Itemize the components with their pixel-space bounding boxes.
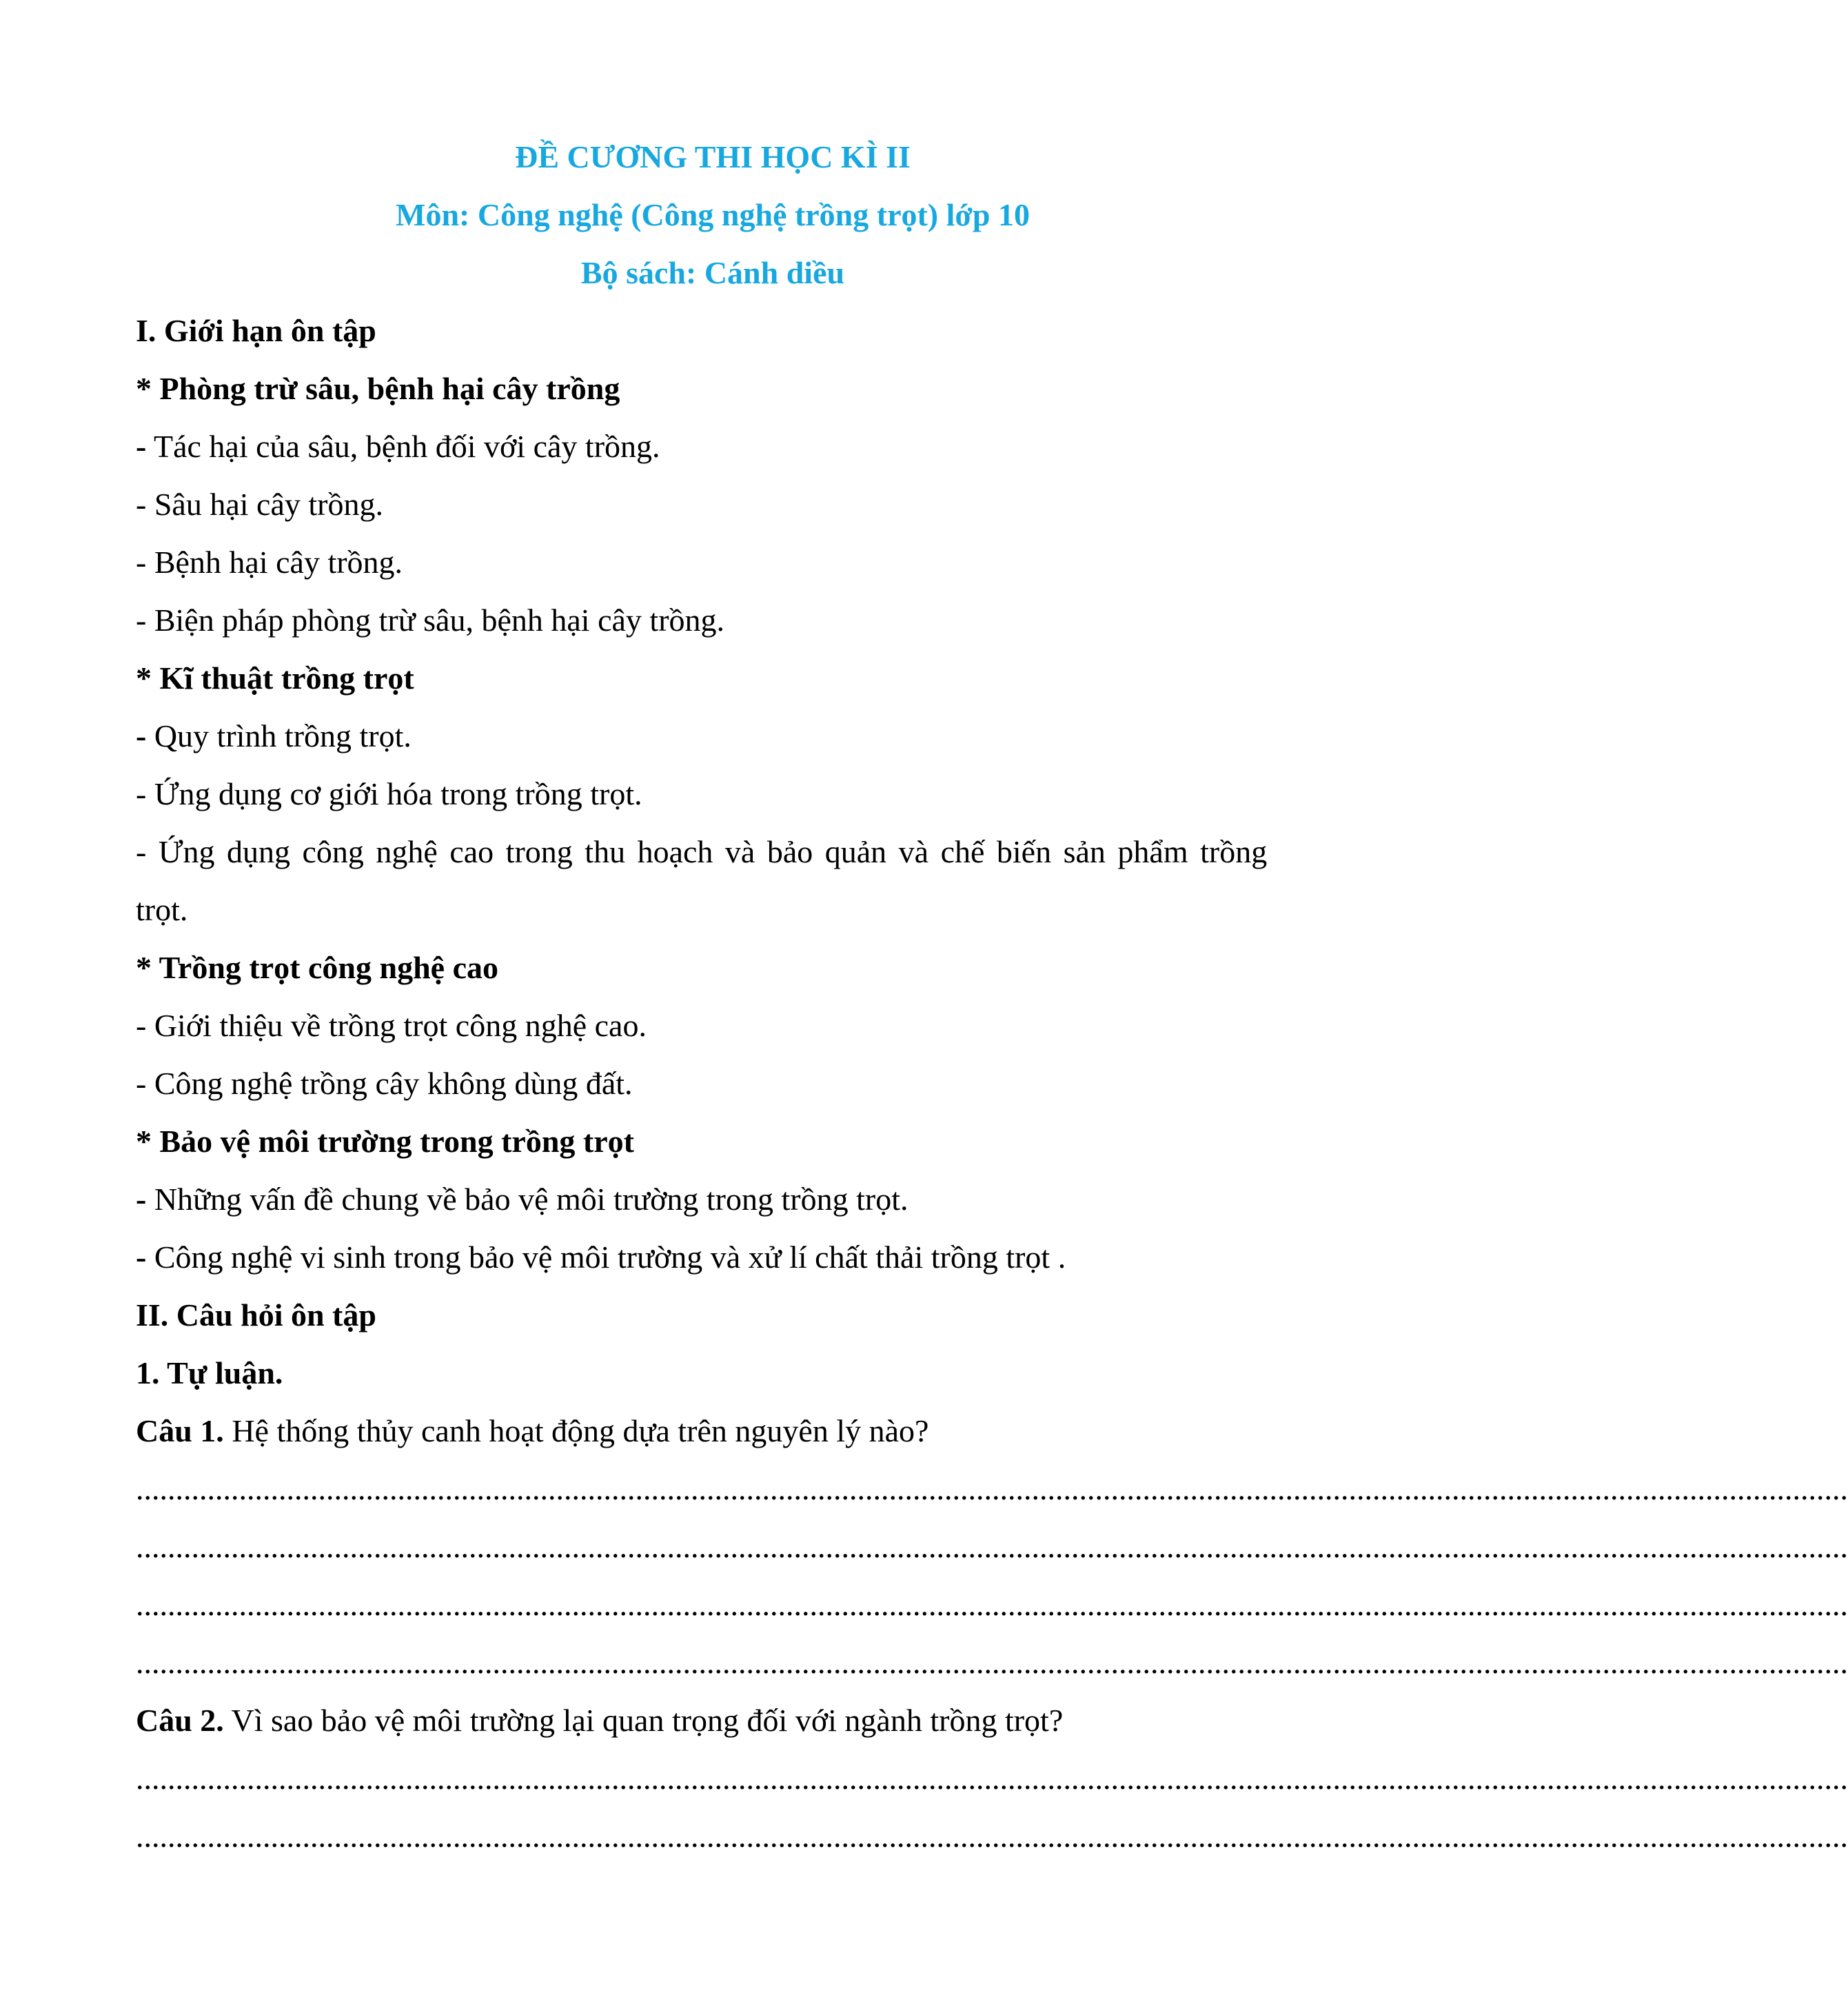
bullet-dash: - [136, 1066, 147, 1101]
part2-heading: II. Câu hỏi ôn tập [136, 1297, 376, 1333]
bullet-dash: - [136, 1008, 147, 1043]
list-item [136, 543, 403, 582]
section-title-hightech: * Trồng trọt công nghệ cao [136, 950, 498, 985]
list-item [136, 775, 642, 813]
answer-line: ........................................................................................................................................................................................................................ [136, 1587, 1848, 1622]
list-item-text: Ứng dụng công nghệ cao trong thu hoạch và bảo quản và chế biến sản phẩm trồng [146, 834, 1268, 869]
section-title-environment: * Bảo vệ môi trường trong trồng trọt [136, 1124, 634, 1159]
answer-line: ........................................................................................................................................................................................................................ [136, 1819, 1848, 1854]
bullet-dash: - [136, 776, 147, 811]
answer-line: ........................................................................................................................................................................................................................ [136, 1471, 1848, 1506]
list-item [136, 833, 1267, 871]
list-item-text: Những vấn đề chung về bảo vệ môi trường trong trồng trọt. [146, 1182, 908, 1217]
bullet-dash: - [136, 834, 147, 869]
list-item-text: Sâu hại cây trồng. [146, 487, 383, 522]
section-title-pest: * Phòng trừ sâu, bệnh hại cây trồng [136, 371, 620, 406]
bullet-dash: - [136, 603, 147, 638]
question-label: Câu 2. [136, 1703, 224, 1738]
answer-line: ........................................................................................................................................................................................................................ [136, 1761, 1848, 1796]
bullet-dash: - [136, 1182, 147, 1217]
bullet-dash: - [136, 545, 147, 580]
essay-subheading: 1. Tự luận. [136, 1355, 283, 1390]
part1-heading: I. Giới hạn ôn tập [136, 313, 376, 348]
question [136, 1701, 1063, 1740]
document-title: ĐỀ CƯƠNG THI HỌC KÌ II [515, 139, 911, 174]
list-item-text: trọt. [136, 892, 188, 927]
list-item [136, 1180, 908, 1219]
bullet-dash: - [136, 718, 147, 753]
answer-line: ........................................................................................................................................................................................................................ [136, 1645, 1848, 1680]
list-item-continuation [136, 891, 187, 929]
question-text: Vì sao bảo vệ môi trường lại quan trọng đối với ngành trồng trọt? [223, 1703, 1064, 1738]
book-line: Bộ sách: Cánh diều [580, 255, 845, 290]
list-item-text: Tác hại của sâu, bệnh đối với cây trồng. [146, 429, 660, 464]
list-item [136, 1238, 1066, 1277]
bullet-dash: - [136, 487, 147, 522]
list-item [136, 1006, 647, 1045]
list-item-text: Công nghệ vi sinh trong bảo vệ môi trường và xử lí chất thải trồng trọt . [146, 1239, 1066, 1275]
answer-line: ........................................................................................................................................................................................................................ [136, 1529, 1848, 1564]
question [136, 1412, 928, 1450]
list-item-text: Công nghệ trồng cây không dùng đất. [146, 1066, 633, 1101]
question-label: Câu 1. [136, 1413, 224, 1448]
bullet-dash: - [136, 429, 147, 464]
list-item [136, 427, 660, 466]
list-item [136, 601, 724, 640]
list-item-text: Biện pháp phòng trừ sâu, bệnh hại cây trồng. [146, 603, 725, 638]
section-title-techniques: * Kĩ thuật trồng trọt [136, 660, 414, 696]
list-item [136, 1064, 633, 1103]
list-item-text: Quy trình trồng trọt. [146, 718, 412, 753]
list-item [136, 485, 383, 524]
list-item-text: Bệnh hại cây trồng. [146, 545, 403, 580]
list-item [136, 717, 412, 756]
question-text: Hệ thống thủy canh hoạt động dựa trên nguyên lý nào? [223, 1413, 929, 1448]
bullet-dash: - [136, 1239, 147, 1275]
list-item-text: Giới thiệu về trồng trọt công nghệ cao. [146, 1008, 647, 1043]
list-item-text: Ứng dụng cơ giới hóa trong trồng trọt. [146, 776, 642, 811]
subject-line: Môn: Công nghệ (Công nghệ trồng trọt) lớp 10 [396, 197, 1030, 232]
